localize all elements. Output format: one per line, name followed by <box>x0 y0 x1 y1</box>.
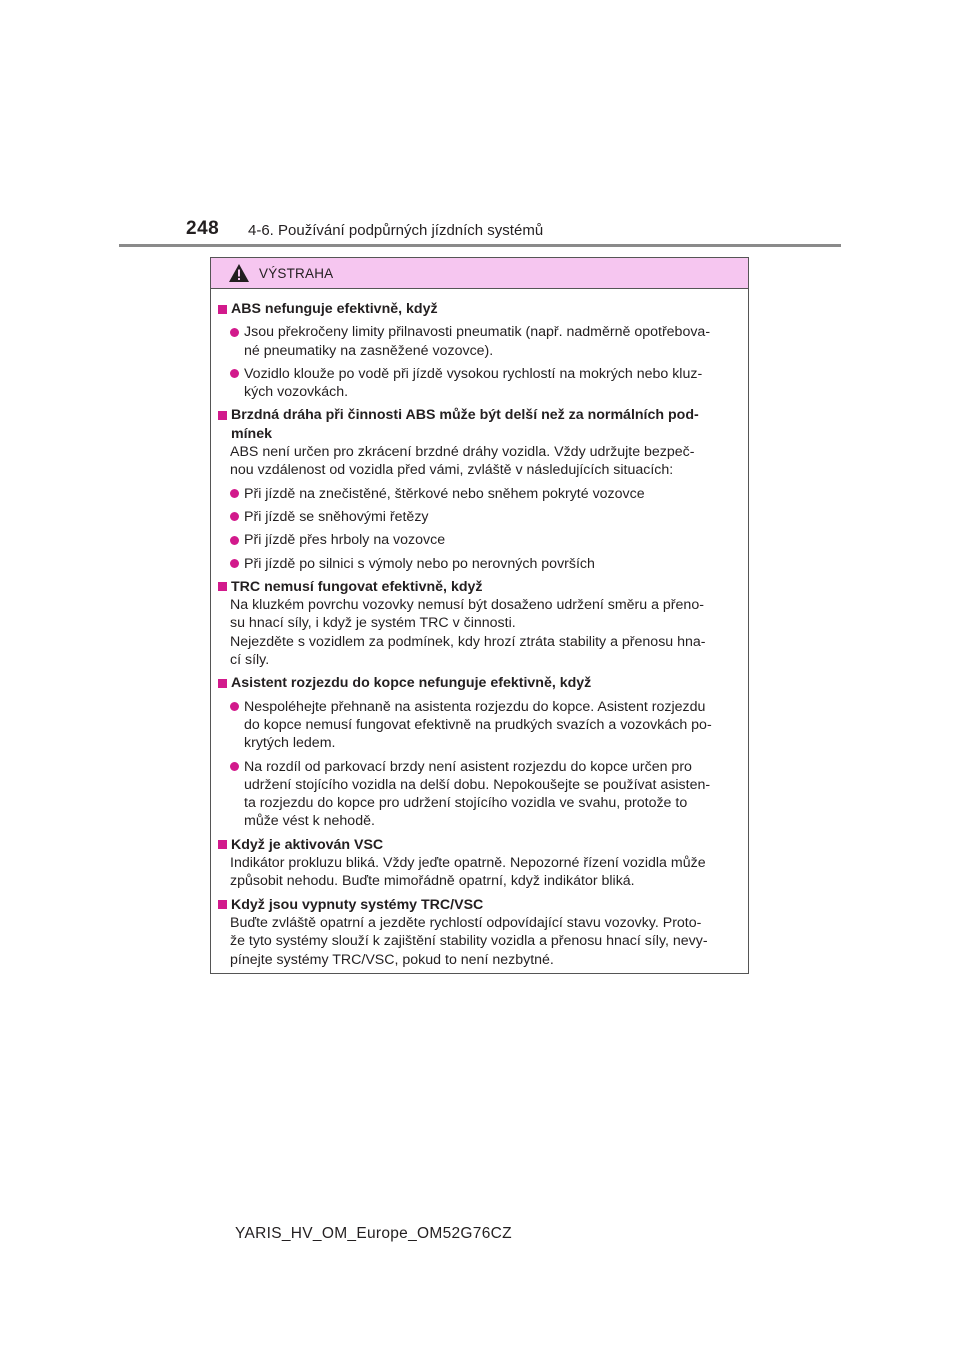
warning-title: VÝSTRAHA <box>259 265 334 281</box>
list-item-text: Jsou překročeny limity přilnavosti pneumatik (např. nadměrně opotřebova- né pneumatiky na zasněžené vozovce). <box>244 324 711 359</box>
section-title: 4-6. Používání podpůrných jízdních systémů <box>248 222 544 239</box>
round-bullet-icon <box>230 489 239 498</box>
square-bullet-icon <box>218 679 227 688</box>
list-item <box>230 323 742 360</box>
list-item <box>230 508 742 526</box>
section-heading-text: Brzdná dráha při činnosti ABS může být delší než za normálních pod- mínek <box>231 407 699 442</box>
section-heading-text: Když jsou vypnuty systémy TRC/VSC <box>231 896 484 913</box>
list-item <box>230 758 742 831</box>
square-bullet-icon <box>218 411 227 420</box>
warning-section-heading <box>218 836 742 854</box>
list-item-text: Na rozdíl od parkovací brzdy není asistent rozjezdu do kopce určen pro udržení stojícího vozidla na delší dobu. Nepokoušejte se používat asisten- ta rozjezdu do kopce pro udržení stojícího vozidla ve svahu, protože to může vést k nehodě. <box>244 758 711 830</box>
section-paragraph: Indikátor prokluzu bliká. Vždy jeďte opatrně. Nepozorné řízení vozidla může způsobit nehodu. Buďte mimořádně opatrní, když indikátor bliká. <box>230 855 706 890</box>
round-bullet-icon <box>230 328 239 337</box>
document-code: YARIS_HV_OM_Europe_OM52G76CZ <box>235 1225 512 1242</box>
section-paragraph: Na kluzkém povrchu vozovky nemusí být dosaženo udržení směru a přeno- su hnací síly, i když je systém TRC v činnosti. Nejezděte s vozidlem za podmínek, kdy hrozí ztráta stability a přenosu hna- cí síly. <box>230 597 706 669</box>
section-heading-text: TRC nemusí fungovat efektivně, když <box>231 578 483 595</box>
section-heading-text: ABS nefunguje efektivně, když <box>231 301 438 317</box>
round-bullet-icon <box>230 762 239 771</box>
list-item-text: Při jízdě na znečistěné, štěrkové nebo sněhem pokryté vozovce <box>244 485 645 502</box>
square-bullet-icon <box>218 840 227 849</box>
warning-section-heading <box>218 896 742 914</box>
warning-section-heading <box>218 674 742 692</box>
list-item-text: Při jízdě přes hrboly na vozovce <box>244 532 446 549</box>
header-rule <box>119 244 841 247</box>
list-item <box>230 485 742 503</box>
list-item-text: Při jízdě po silnici s výmoly nebo po nerovných površích <box>244 555 595 572</box>
list-item <box>230 555 742 573</box>
warning-section-heading <box>218 300 742 318</box>
section-heading-text: Asistent rozjezdu do kopce nefunguje efektivně, když <box>231 675 592 692</box>
warning-header <box>211 258 748 289</box>
round-bullet-icon <box>230 536 239 545</box>
list-item <box>230 531 742 549</box>
list-item-text: Při jízdě se sněhovými řetězy <box>244 508 429 525</box>
list-item <box>230 365 742 402</box>
section-heading-text: Když je aktivován VSC <box>231 836 384 853</box>
list-item-text: Vozidlo klouže po vodě při jízdě vysokou rychlostí na mokrých nebo kluz- kých vozovkách. <box>244 365 703 401</box>
square-bullet-icon <box>218 900 227 909</box>
section-paragraph: ABS není určen pro zkrácení brzdné dráhy vozidla. Vždy udržujte bezpeč- nou vzdálenost od vozidla před vámi, zvláště v následujících situacích: <box>230 444 695 479</box>
round-bullet-icon <box>230 559 239 568</box>
round-bullet-icon <box>230 369 239 378</box>
warning-triangle-icon <box>228 263 250 283</box>
round-bullet-icon <box>230 512 239 521</box>
list-item-text: Nespoléhejte přehnaně na asistenta rozjezdu do kopce. Asistent rozjezdu do kopce nemusí fungovat efektivně na prudkých svazích a vozovkách po- krytých ledem. <box>244 698 712 752</box>
warning-box <box>210 257 749 974</box>
warning-section-heading <box>218 578 742 596</box>
warning-section-heading <box>218 406 742 443</box>
section-paragraph: Buďte zvláště opatrní a jezděte rychlostí odpovídající stavu vozovky. Proto- že tyto systémy slouží k zajištění stability vozidla a přenosu hnací síly, nevy- pínejte systémy TRC/VSC, pokud to není nezbytné. <box>230 914 708 968</box>
warning-content <box>211 289 748 969</box>
round-bullet-icon <box>230 702 239 711</box>
square-bullet-icon <box>218 582 227 591</box>
page-number: 248 <box>186 218 220 239</box>
square-bullet-icon <box>218 305 227 314</box>
list-item <box>230 698 742 753</box>
